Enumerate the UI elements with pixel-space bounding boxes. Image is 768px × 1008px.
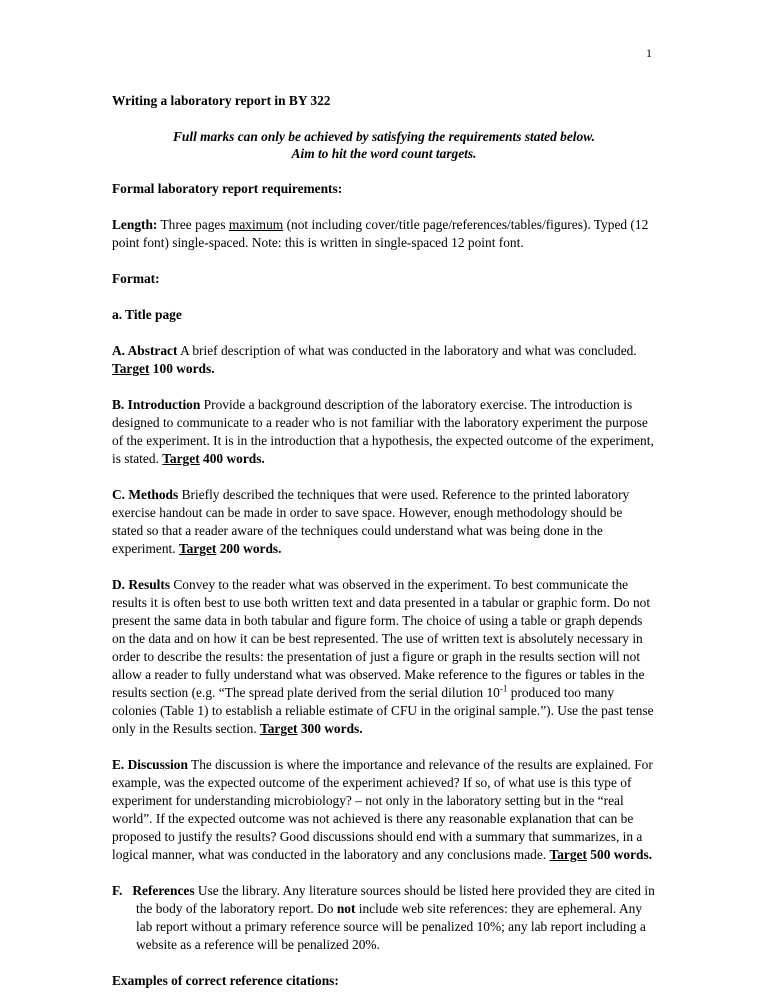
introduction-target: Target [162, 451, 200, 466]
format-heading: Format: [112, 271, 160, 286]
requirements-heading: Formal laboratory report requirements: [112, 181, 343, 196]
marks-note-line2: Aim to hit the word count targets. [291, 146, 477, 161]
results-text-a: Convey to the reader what was observed in the experiment. To best communicate the results it is often best to use both written text and data presented in a tabular or graphic form. Do not present the same data in both tabular and figure form. The choice of using a table or graph depends on the data and on how it can be best represented. The use of written text is absolutely necessary in order to describe the results: the presentation of just a figure or graph in the results section will not allow a reader to fully understand what was observed. Make reference to the figures or tables in the results section (e.g. “The spread plate derived from the serial dilution 10 [112, 577, 651, 700]
methods-paragraph [112, 486, 656, 558]
references-text-a: Use the library. Any literature sources should be listed here provided they are cited in the body of the laboratory report. Do [136, 883, 655, 916]
length-paragraph [112, 216, 656, 252]
introduction-text: Provide a background description of the laboratory exercise. The introduction is designed to communicate to a reader who is not familiar with the laboratory experiment the purpose of the experiment. It is in the introduction that a hypothesis, the expected outcome of the experiment, is stated. [112, 397, 654, 466]
abstract-paragraph [112, 342, 656, 378]
discussion-count: 500 words. [586, 847, 653, 862]
abstract-target: Target [112, 361, 150, 376]
references-paragraph [112, 882, 656, 954]
results-paragraph [112, 576, 656, 738]
length-maximum: maximum [228, 217, 284, 232]
length-text-pre: Three pages [157, 217, 229, 232]
results-superscript: -1 [499, 683, 508, 694]
discussion-label: E. Discussion [112, 757, 188, 772]
marks-note [112, 128, 656, 162]
methods-text: Briefly described the techniques that were used. Reference to the printed laboratory exercise handout can be made in order to save space. However, enough methodology should be stated so that a reader aware of the techniques could understand what was being done in the experiment. [112, 487, 630, 556]
references-text-b: include web site references: they are ephemeral. Any lab report without a primary reference source will be penalized 10%; any lab report including a website as a reference will be penalized 20%. [136, 901, 646, 952]
discussion-target: Target [549, 847, 587, 862]
length-text-post: (not including cover/title page/references/tables/figures). Typed (12 point font) single-spaced. Note: this is written in single-spaced 12 point font. [112, 217, 649, 250]
results-label: D. Results [112, 577, 171, 592]
examples-heading: Examples of correct reference citations: [112, 973, 339, 988]
document-body [112, 92, 656, 1008]
introduction-label: B. Introduction [112, 397, 201, 412]
length-label: Length: [112, 217, 158, 232]
document-title: Writing a laboratory report in BY 322 [112, 93, 331, 108]
marks-note-line1: Full marks can only be achieved by satisfying the requirements stated below. [172, 129, 596, 144]
methods-count: 200 words. [216, 541, 282, 556]
discussion-text: The discussion is where the importance and relevance of the results are explained. For example, was the expected outcome of the experiment achieved? If so, of what use is this type of experiment for understanding microbiology? – not only in the laboratory setting but in the “real world”. If the expected outcome was not achieved is there any reasonable explanation that can be proposed to justify the results? Good discussions should end with a summary that summarizes, in a logical manner, what was conducted in the laboratory and any conclusions made. [112, 757, 653, 862]
abstract-text: A brief description of what was conducted in the laboratory and what was concluded. [177, 343, 637, 358]
results-count: 300 words. [297, 721, 363, 736]
abstract-count: 100 words. [149, 361, 215, 376]
introduction-paragraph [112, 396, 656, 468]
page-number: 1 [646, 46, 652, 60]
discussion-paragraph [112, 756, 656, 864]
title-page-item: a. Title page [112, 307, 182, 322]
methods-target: Target [178, 541, 217, 556]
references-not: not [336, 901, 356, 916]
results-text-b: produced too many colonies (Table 1) to establish a reliable estimate of CFU in the original sample.”). Use the past tense only in the Results section. [112, 685, 654, 736]
methods-label: C. Methods [112, 487, 179, 502]
references-label: F. References [112, 883, 195, 898]
abstract-label: A. Abstract [112, 343, 178, 358]
introduction-count: 400 words. [199, 451, 265, 466]
results-target: Target [260, 721, 298, 736]
